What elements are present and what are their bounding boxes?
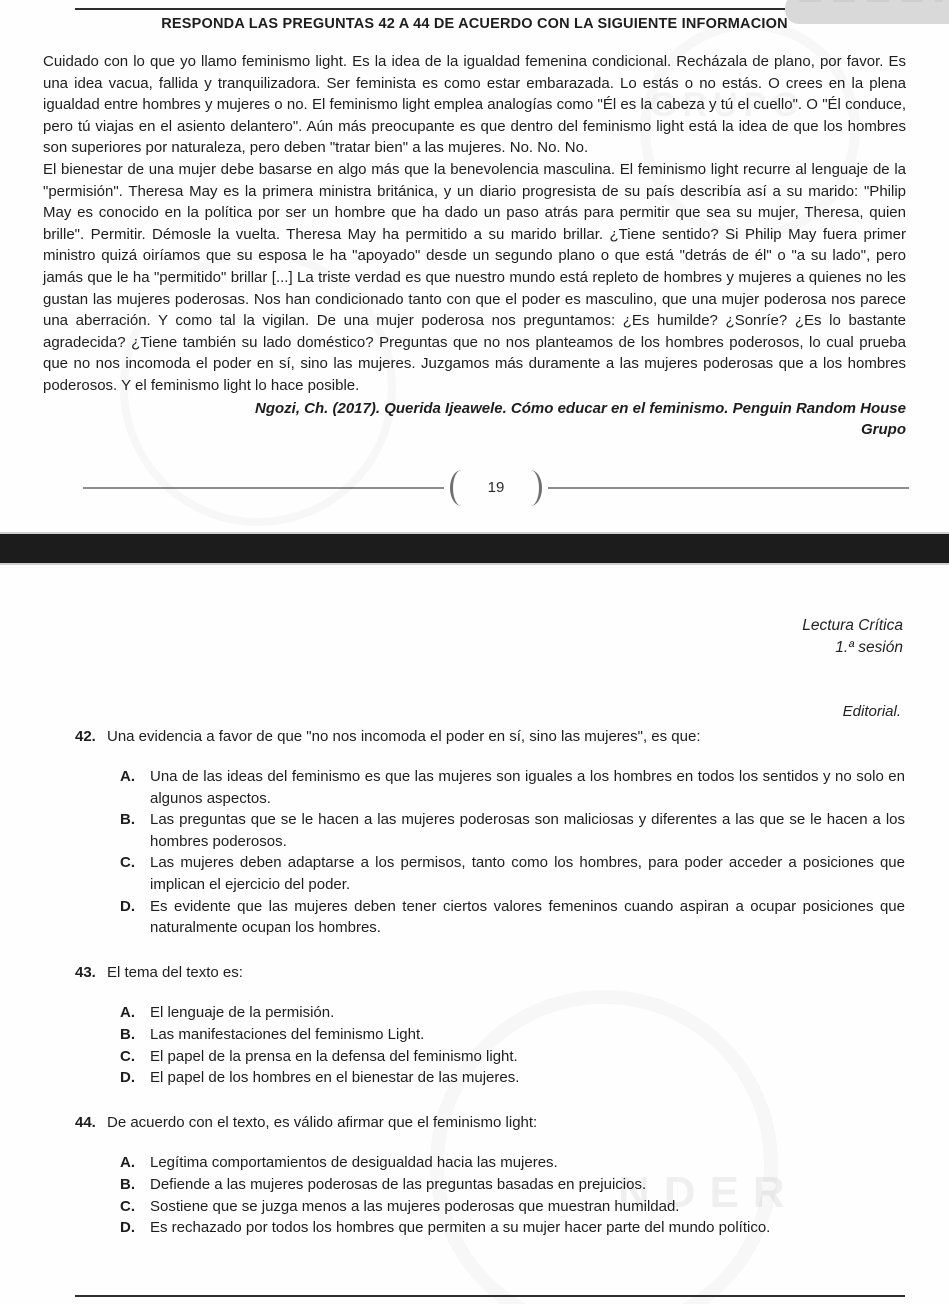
option-text: Una de las ideas del feminismo es que las mujeres son iguales a los hombres en todos los sentidos y no solo en algunos aspectos. <box>150 768 905 807</box>
option-letter: A. <box>120 1154 135 1172</box>
question-43-stem <box>75 962 905 984</box>
question-42 <box>75 726 905 939</box>
option-text: Es evidente que las mujeres deben tener ciertos valores femeninos cuando aspiran a ocupar posiciones que naturalmente ocupan los hombres. <box>150 897 905 937</box>
citation-line-2: Grupo <box>861 421 906 438</box>
question-43-options <box>75 1002 905 1088</box>
question-number: 42. <box>75 727 96 745</box>
option-letter: D. <box>120 1219 135 1237</box>
option-text: Las mujeres deben adaptarse a los permisos, tanto como los hombres, para poder acceder a posiciones que implican el ejercicio del poder. <box>150 854 905 894</box>
option-letter: A. <box>120 1004 135 1022</box>
page-number-line-left <box>83 487 444 489</box>
question-number: 44. <box>75 1113 96 1131</box>
option-text: Las preguntas que se le hacen a las mujeres poderosas son maliciosas y diferentes a las que se le hacen a los hombres poderosos. <box>150 811 905 850</box>
option-43-a <box>120 1002 905 1024</box>
citation <box>43 398 906 441</box>
option-letter: A. <box>120 768 135 786</box>
overlay-toolbar-fragment <box>785 0 949 24</box>
option-44-a <box>120 1152 905 1174</box>
option-letter: C. <box>120 1197 135 1215</box>
question-44-options <box>75 1152 905 1238</box>
bottom-divider <box>75 1295 905 1297</box>
option-text: El lenguaje de la permisión. <box>150 1004 335 1022</box>
option-42-a <box>120 766 905 809</box>
question-number: 43. <box>75 963 96 981</box>
question-text: De acuerdo con el texto, es válido afirmar que el feminismo light: <box>107 1113 538 1131</box>
option-letter: B. <box>120 811 135 829</box>
option-text: Las manifestaciones del feminismo Light. <box>150 1026 425 1044</box>
option-44-d <box>120 1217 905 1239</box>
option-letter: D. <box>120 1069 135 1087</box>
session-title: Lectura Crítica <box>802 616 903 634</box>
right-bracket-icon <box>527 470 542 506</box>
option-text: Es rechazado por todos los hombres que permiten a su mujer hacer parte del mundo político. <box>150 1219 771 1237</box>
reading-passage <box>43 51 906 397</box>
question-44-stem <box>75 1112 905 1134</box>
option-letter: C. <box>120 1047 135 1065</box>
watermark-text-nder: NDER <box>618 1168 799 1217</box>
passage-paragraph-1: Cuidado con lo que yo llamo feminismo light. Es la idea de la igualdad femenina condicional. Recházala de plano, por favor. Es una idea vacua, fallida y tranquilizadora. Ser feminista es como estar embarazada. Lo estás o no estás. O crees en la plena igualdad entre hombres y mujeres o no. El feminismo light emplea analogías como "Él es la cabeza y tú el cuello". O "Él conduce, pero tú viajas en el asiento delantero". Aún más preocupante es que dentro del feminismo light está la idea de que los hombres son superiores por naturaleza, pero deben "tratar bien" a las mujeres. No. No. No. <box>43 53 906 157</box>
option-44-c <box>120 1196 905 1218</box>
citation-line-1: Ngozi, Ch. (2017). Querida Ijeawele. Cómo educar en el feminismo. Penguin Random House <box>255 399 906 417</box>
instructions-header: RESPONDA LAS PREGUNTAS 42 A 44 DE ACUERDO CON LA SIGUIENTE INFORMACION <box>161 16 788 32</box>
page-number-line-right <box>548 487 909 489</box>
page-number: 19 <box>487 479 505 496</box>
page-number-row <box>83 469 909 507</box>
question-44 <box>75 1112 905 1239</box>
option-text: Defiende a las mujeres poderosas de las preguntas basadas en prejuicios. <box>150 1176 647 1193</box>
question-text: El tema del texto es: <box>107 963 243 981</box>
passage-paragraph-2: El bienestar de una mujer debe basarse en algo más que la benevolencia masculina. El feminismo light recurre al lenguaje de la "permisión". Theresa May es la primera ministra británica, y un diario progresista de su país describía así a su marido: "Philip May es conocido en la política por ser un hombre que ha dado un paso atrás para permitir que sea su mujer, Theresa, quien brille". Permitir. Démosle la vuelta. Theresa May ha permitido a su marido brillar. ¿Tiene sentido? Si Philip May fuera primer ministro quizá oiríamos que su esposa le ha "apoyado" desde un segundo plano o que está "detrás de él" o "a su lado", pero jamás que le ha "permitido" brillar [...] La triste verdad es que nuestro mundo está repleto de hombres y mujeres a quienes no les gustan las mujeres poderosas. Nos han condicionado tanto con que el poder es masculino, que una mujer poderosa nos parece una aberración. Y como tal la vigilan. De una mujer poderosa nos preguntamos: ¿Es humilde? ¿Sonríe? ¿Es lo bastante agradecida? ¿Tiene también su lado doméstico? Preguntas que no nos planteamos de los hombres poderosos, lo cual prueba que no nos incomoda el poder en sí, sino las mujeres. Juzgamos más duramente a las mujeres poderosas que a los hombres poderosos. Y el feminismo light lo hace posible. <box>43 160 906 394</box>
option-text: Legítima comportamientos de desigualdad hacia las mujeres. <box>150 1154 558 1172</box>
option-text: El papel de los hombres en el bienestar de las mujeres. <box>150 1069 520 1087</box>
option-43-d <box>120 1067 905 1089</box>
left-bracket-icon <box>450 470 465 506</box>
option-letter: B. <box>120 1176 135 1193</box>
question-42-stem <box>75 726 905 748</box>
overlay-toolbar-dashes <box>799 0 943 2</box>
question-43 <box>75 962 905 1089</box>
top-divider <box>75 8 905 10</box>
option-42-d <box>120 896 905 939</box>
option-letter: D. <box>120 897 135 915</box>
option-text: Sostiene que se juzga menos a las mujeres poderosas que muestran humildad. <box>150 1197 680 1215</box>
source-label: Editorial. <box>842 702 901 720</box>
session-label <box>0 615 903 659</box>
option-text: El papel de la prensa en la defensa del feminismo light. <box>150 1047 518 1065</box>
question-42-options <box>75 766 905 939</box>
option-letter: B. <box>120 1026 135 1044</box>
option-44-b <box>120 1174 905 1196</box>
session-subtitle: 1.ª sesión <box>835 638 903 656</box>
option-42-c <box>120 852 905 895</box>
option-42-b <box>120 809 905 852</box>
option-43-b <box>120 1024 905 1046</box>
question-text: Una evidencia a favor de que "no nos incomoda el poder en sí, sino las mujeres", es que: <box>107 727 701 745</box>
section-divider-band <box>0 532 949 565</box>
option-43-c <box>120 1046 905 1068</box>
option-letter: C. <box>120 854 135 872</box>
